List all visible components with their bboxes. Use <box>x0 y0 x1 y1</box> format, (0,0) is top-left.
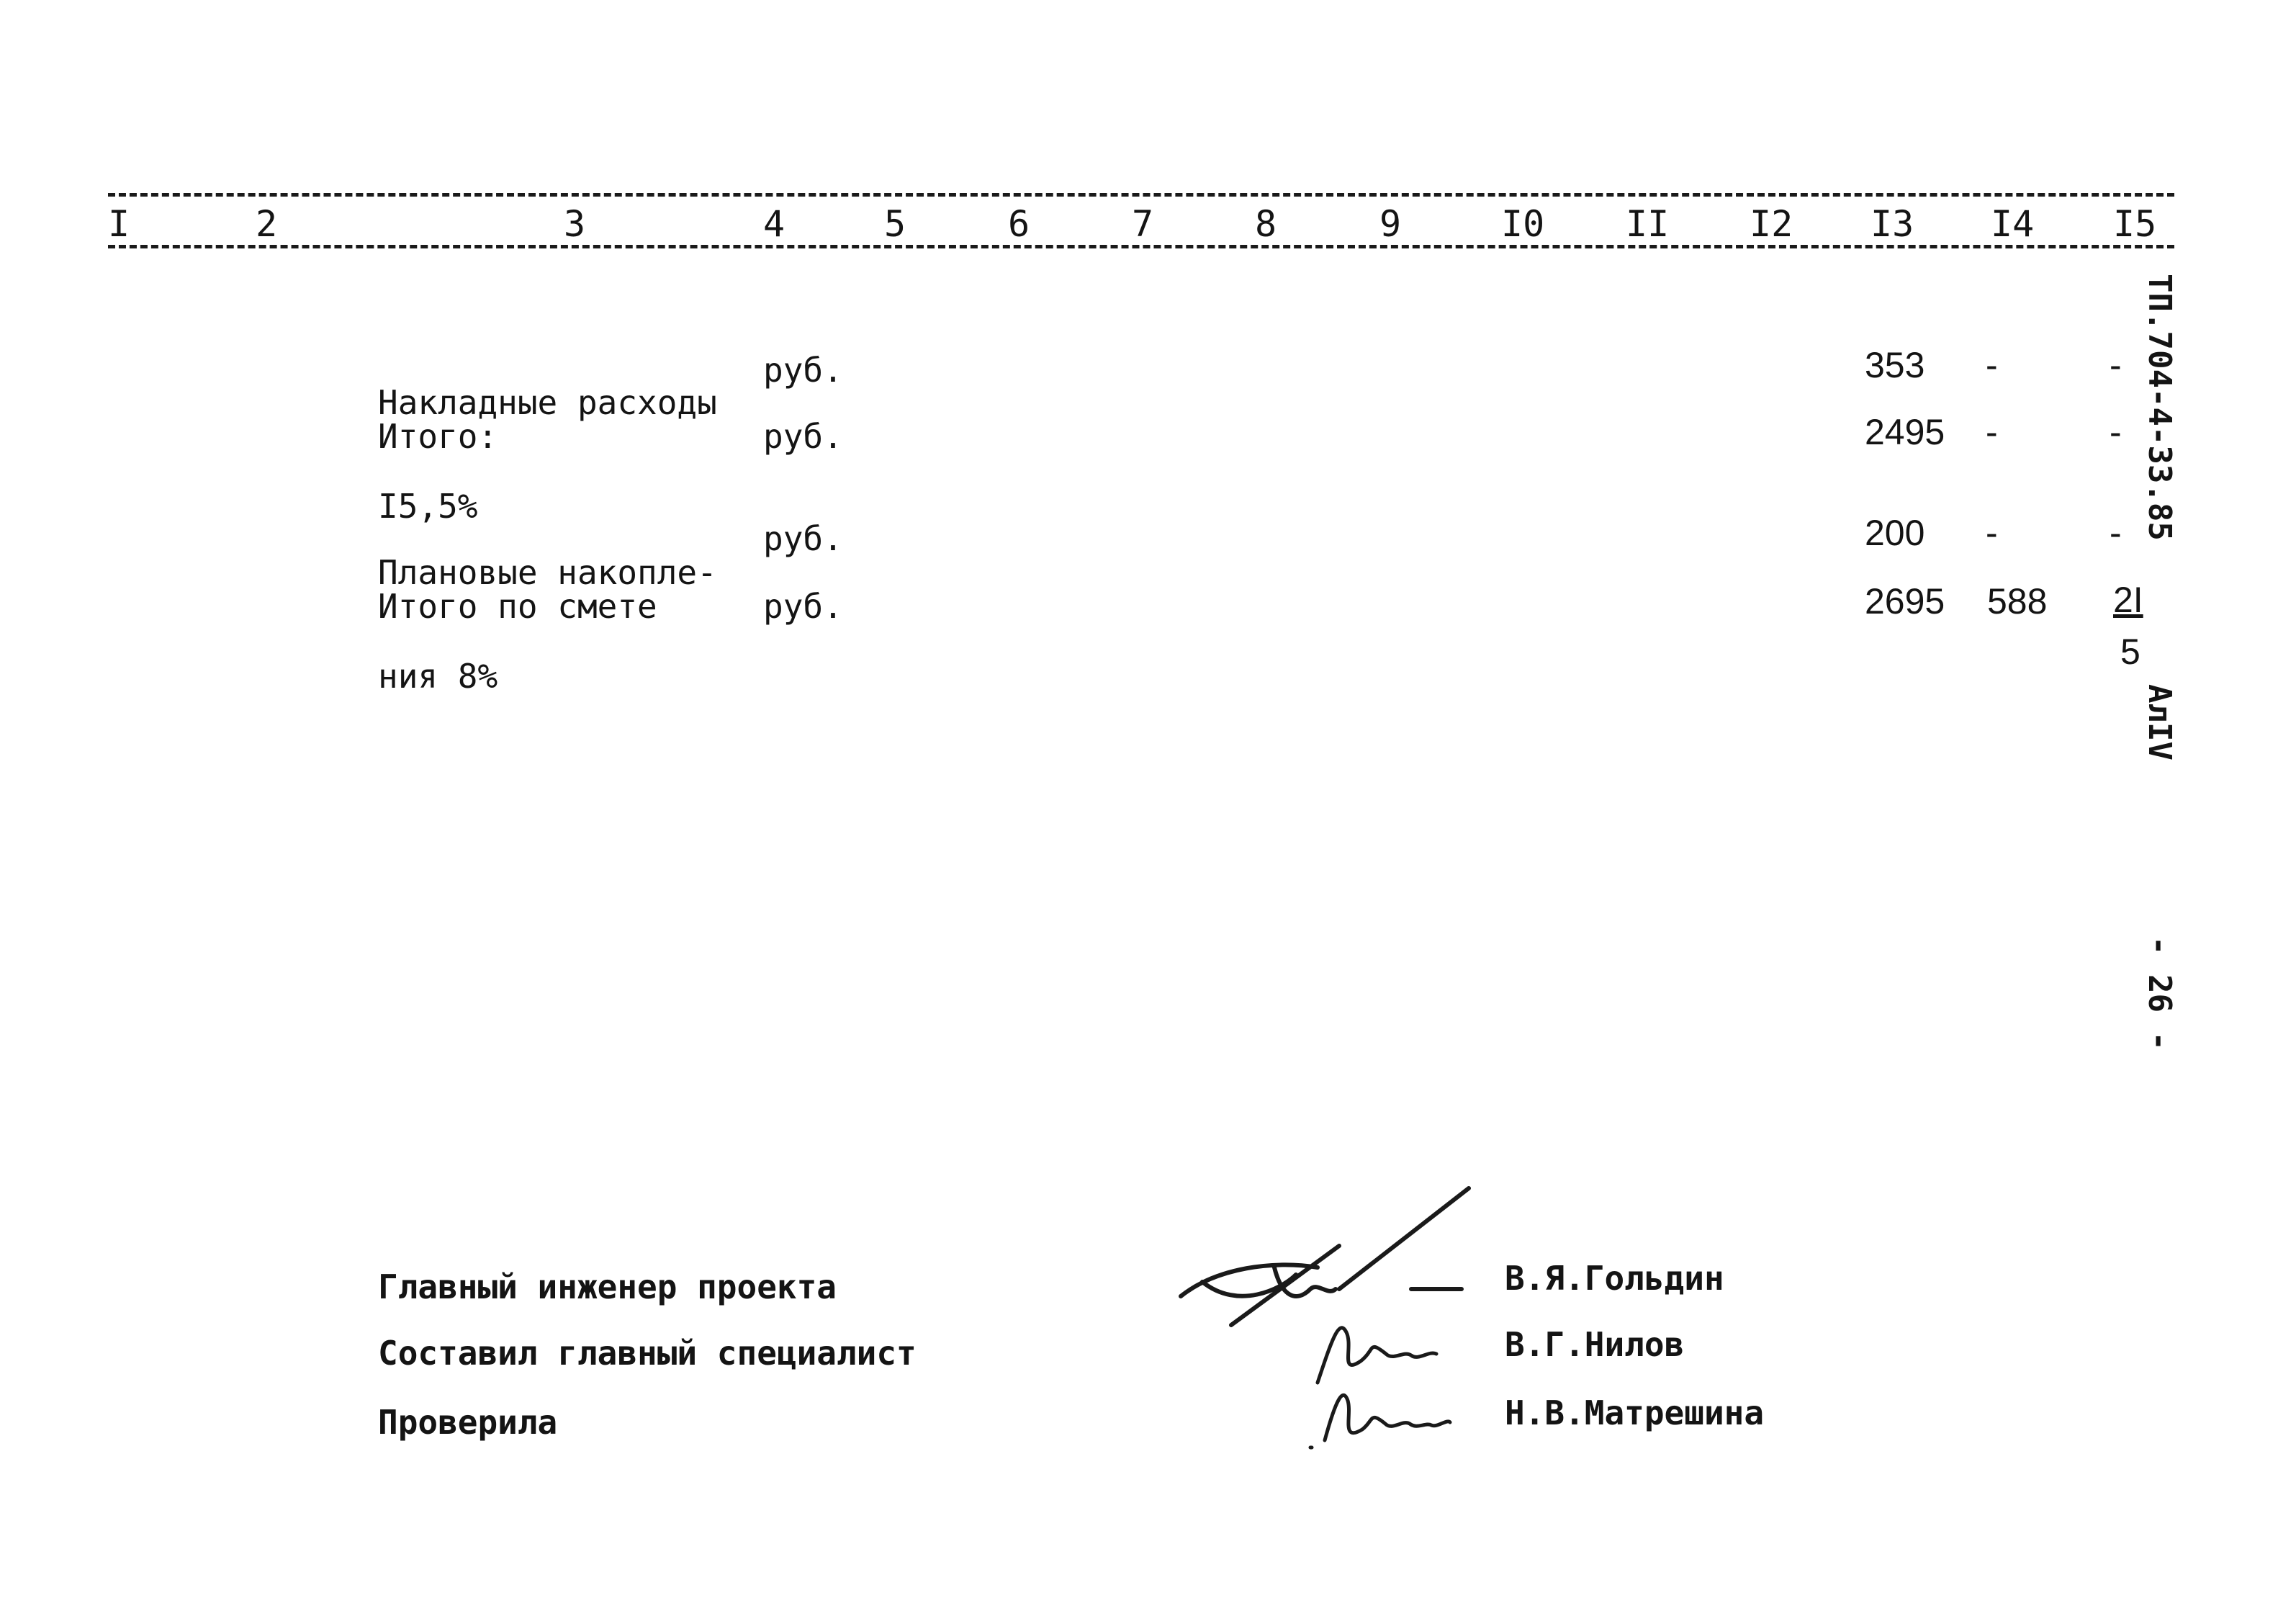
role-checked-by: Проверила <box>378 1403 558 1442</box>
column-number-2: 2 <box>256 203 278 245</box>
row-subtotal-col14: - <box>1986 412 1998 452</box>
column-number-13: I3 <box>1870 203 1914 245</box>
row-overhead-label-line2: I5,5% <box>378 487 478 526</box>
row-planned-savings-col14: - <box>1986 513 1998 553</box>
column-number-11: II <box>1626 203 1670 245</box>
column-number-5: 5 <box>884 203 906 245</box>
row-planned-savings-col15: - <box>2110 513 2122 553</box>
row-planned-savings-label-line1: Плановые накопле- <box>378 552 717 592</box>
row-planned-savings-label-line2: ния 8% <box>378 657 498 696</box>
row-overhead-col13: 353 <box>1865 345 1925 385</box>
row-overhead-col15: - <box>2110 345 2122 385</box>
signature-compiled-by <box>1296 1311 1483 1390</box>
row-overhead-col14: - <box>1986 345 1998 385</box>
name-chief-engineer: В.Я.Гольдин <box>1505 1259 1724 1298</box>
column-number-9: 9 <box>1379 203 1402 245</box>
column-number-15: I5 <box>2113 203 2157 245</box>
row-total-unit: руб. <box>763 587 843 626</box>
name-compiled-by: В.Г.Нилов <box>1505 1325 1685 1364</box>
row-total-col14: 588 <box>1987 581 2048 621</box>
row-planned-savings-unit: руб. <box>763 519 843 558</box>
column-number-7: 7 <box>1132 203 1154 245</box>
column-number-6: 6 <box>1008 203 1030 245</box>
album-label: АлIV <box>2141 684 2178 760</box>
column-number-4: 4 <box>763 203 785 245</box>
row-subtotal-label: Итого: <box>378 417 498 456</box>
column-number-12: I2 <box>1750 203 1793 245</box>
row-total-col13: 2695 <box>1865 581 1945 621</box>
signature-checked-by <box>1296 1379 1483 1458</box>
column-number-10: I0 <box>1501 203 1545 245</box>
column-number-1: I <box>108 203 130 245</box>
role-compiled-by: Составил главный специалист <box>378 1334 917 1373</box>
column-number-3: 3 <box>564 203 586 245</box>
name-checked-by: Н.В.Матрешина <box>1505 1393 1765 1432</box>
row-subtotal-unit: руб. <box>763 417 843 456</box>
row-overhead-label-line1: Накладные расходы <box>378 382 717 422</box>
header-rule-bottom <box>108 245 2174 248</box>
header-rule-top <box>108 193 2174 197</box>
page-number: - 26 - <box>2141 936 2178 1051</box>
row-subtotal-col15: - <box>2110 412 2122 452</box>
row-total-col15-top: 2I <box>2113 580 2143 620</box>
column-number-8: 8 <box>1255 203 1277 245</box>
row-subtotal-col13: 2495 <box>1865 412 1945 452</box>
row-overhead-unit: руб. <box>763 351 843 390</box>
role-chief-engineer: Главный инженер проекта <box>378 1267 837 1306</box>
document-code: ТП.704-4-33.85 <box>2141 274 2178 541</box>
row-total-col15-bottom: 5 <box>2120 632 2140 672</box>
row-total-label: Итого по смете <box>378 587 657 626</box>
column-number-14: I4 <box>1991 203 2035 245</box>
row-planned-savings-col13: 200 <box>1865 513 1925 553</box>
